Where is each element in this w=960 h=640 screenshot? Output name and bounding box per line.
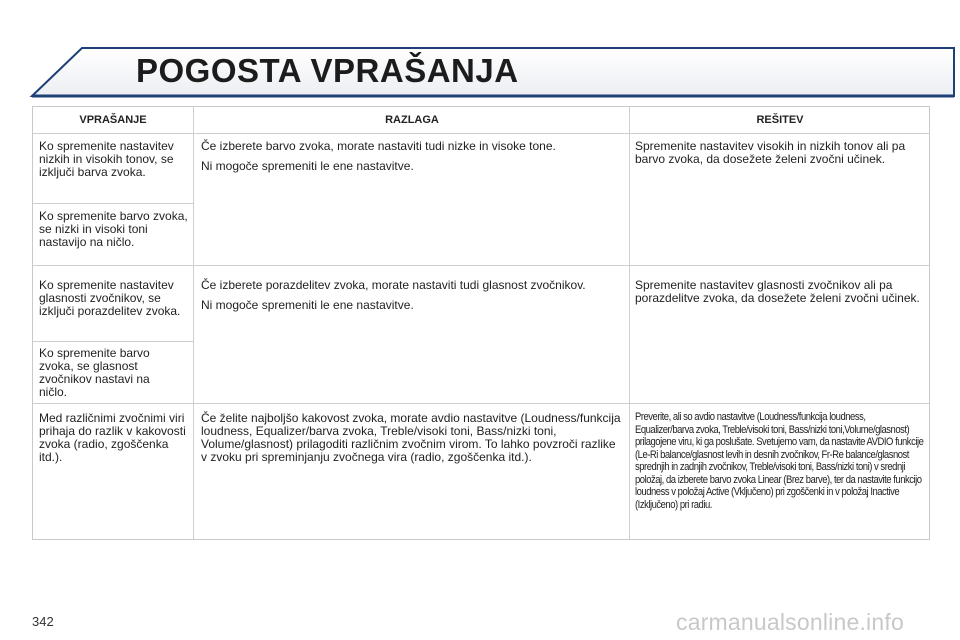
page-title: POGOSTA VPRAŠANJA [136, 52, 519, 89]
row-divider [33, 265, 929, 266]
solution-cell: Spremenite nastavitev visokih in nizkih tonov ali pa barvo zvoka, da dosežete želeni zvočni učinek. [635, 139, 906, 166]
question-cell: Ko spremenite barvo zvoka, se glasnost zvočnikov nastavi na ničlo. [39, 346, 150, 399]
explanation-text: Če izberete porazdelitev zvoka, morate nastaviti tudi glasnost zvočnikov. [201, 278, 586, 292]
explanation-cell [201, 279, 621, 319]
header-question: VPRAŠANJE [79, 114, 147, 126]
explanation-text: Ni mogoče spremeniti le ene nastavitve. [201, 159, 414, 173]
question-cell: Med različnimi zvočnimi viri prihaja do razlik v kakovosti zvoka (radio, zgoščenka itd.). [39, 411, 186, 464]
header-solution: REŠITEV [756, 114, 804, 126]
explanation-cell: Če želite najboljšo kakovost zvoka, morate avdio nastavitve (Loudness/funkcija loudness, Equalizer/barva zvoka, Treble/visoki toni, Bass/nizki toni, Volume/glasnost) prilagoditi različnim zvočnim virom. To lahko povzroči razlike v zvoku pri spreminjanju zvočnega vira (radio, zgoščenka itd.). [201, 411, 621, 464]
explanation-text: Ni mogoče spremeniti le ene nastavitve. [201, 298, 414, 312]
solution-cell: Spremenite nastavitev glasnosti zvočnikov ali pa porazdelitve zvoka, da dosežete želeni zvočni učinek. [635, 278, 920, 305]
header-explanation: RAZLAGA [385, 114, 439, 126]
watermark: carmanualsonline.info [676, 609, 904, 635]
header-divider [33, 133, 929, 134]
page-number: 342 [32, 614, 54, 629]
explanation-text: Če izberete barvo zvoka, morate nastaviti tudi nizke in visoke tone. [201, 139, 556, 153]
solution-cell: Preverite, ali so avdio nastavitve (Loudness/funkcija loudness, Equalizer/barva zvoka, Treble/visoki toni, Bass/nizki toni,Volume/glasnost) prilagojene viru, ki ga poslušate. Svetujemo vam, da nastavite AVDIO funkcije (Le-Ri balance/glasnost levih in desnih zvočnikov, Fr-Re balance/glasnost sprednjih in zadnjih zvočnikov, Treble/visoki toni, Bass/nizki toni) v srednji položaj, da izberete barvo zvoka Linear (Brez barve), ter da nastavite funkcijo loudness v položaj Active (Vključeno) pri zgoščenki in v položaj Inactive (Izključeno) pri radiu. [635, 411, 924, 511]
faq-table [32, 106, 930, 540]
row-divider [33, 403, 929, 404]
question-cell: Ko spremenite barvo zvoka, se nizki in visoki toni nastavijo na ničlo. [39, 209, 188, 249]
sub-row-divider [33, 203, 193, 204]
question-cell: Ko spremenite nastavitev nizkih in visokih tonov, se izključi barva zvoka. [39, 139, 174, 179]
sub-row-divider [33, 341, 193, 342]
explanation-cell [201, 140, 621, 180]
question-cell: Ko spremenite nastavitev glasnosti zvočnikov, se izključi porazdelitev zvoka. [39, 278, 181, 318]
